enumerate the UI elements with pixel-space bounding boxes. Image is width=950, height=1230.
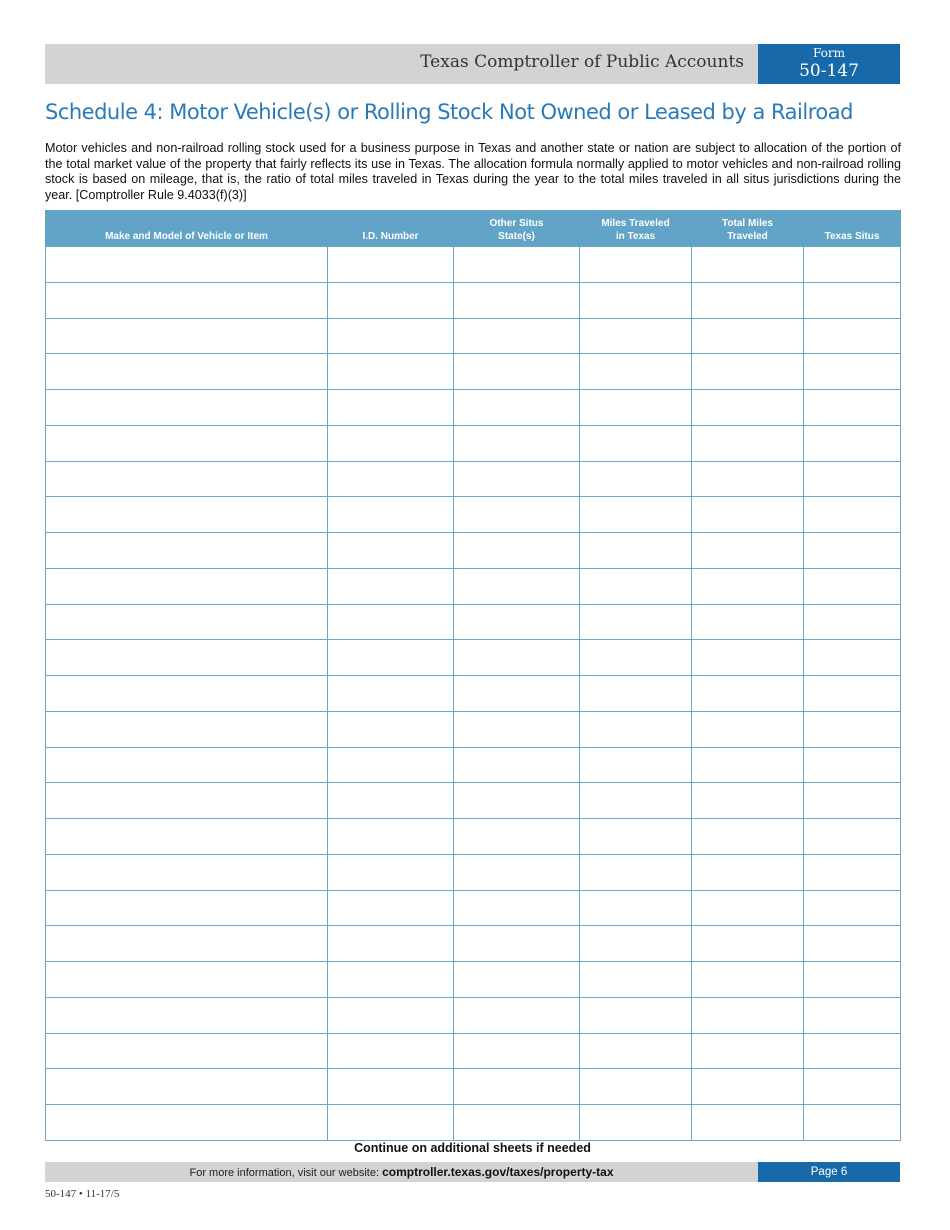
total-miles-field[interactable] [692, 890, 804, 926]
texas-situs-field[interactable] [804, 926, 901, 962]
other-situs-field[interactable] [454, 568, 580, 604]
miles-texas-field[interactable] [580, 568, 692, 604]
id-number-field[interactable] [328, 747, 454, 783]
other-situs-field[interactable] [454, 282, 580, 318]
id-number-field[interactable] [328, 425, 454, 461]
make-model-field[interactable] [46, 783, 328, 819]
other-situs-field[interactable] [454, 747, 580, 783]
make-model-field[interactable] [46, 425, 328, 461]
other-situs-field[interactable] [454, 926, 580, 962]
col-header-make-model: Make and Model of Vehicle or Item [46, 210, 328, 247]
total-miles-field[interactable] [692, 819, 804, 855]
other-situs-field[interactable] [454, 1033, 580, 1069]
table-row [46, 1069, 901, 1105]
footer-band [45, 1162, 758, 1182]
vehicle-schedule-table [45, 210, 901, 1141]
texas-situs-field[interactable] [804, 711, 901, 747]
total-miles-field[interactable] [692, 997, 804, 1033]
total-miles-field[interactable] [692, 461, 804, 497]
table-row [46, 640, 901, 676]
make-model-field[interactable] [46, 640, 328, 676]
table-header-row [46, 210, 901, 247]
other-situs-field[interactable] [454, 962, 580, 998]
id-number-field[interactable] [328, 854, 454, 890]
table-row [46, 676, 901, 712]
miles-texas-field[interactable] [580, 997, 692, 1033]
id-number-field[interactable] [328, 1105, 454, 1141]
total-miles-field[interactable] [692, 318, 804, 354]
texas-situs-field[interactable] [804, 1105, 901, 1141]
texas-situs-field[interactable] [804, 819, 901, 855]
texas-situs-field[interactable] [804, 497, 901, 533]
col-header-id-number: I.D. Number [328, 210, 454, 247]
table-row [46, 962, 901, 998]
id-number-field[interactable] [328, 497, 454, 533]
table-row [46, 711, 901, 747]
id-number-field[interactable] [328, 1069, 454, 1105]
id-number-field[interactable] [328, 282, 454, 318]
miles-texas-field[interactable] [580, 962, 692, 998]
table-row [46, 425, 901, 461]
make-model-field[interactable] [46, 1105, 328, 1141]
id-number-field[interactable] [328, 676, 454, 712]
col-header-texas-situs: Texas Situs [804, 210, 901, 247]
total-miles-field[interactable] [692, 962, 804, 998]
miles-texas-field[interactable] [580, 890, 692, 926]
total-miles-field[interactable] [692, 711, 804, 747]
id-number-field[interactable] [328, 390, 454, 426]
texas-situs-field[interactable] [804, 568, 901, 604]
miles-texas-field[interactable] [580, 354, 692, 390]
miles-texas-field[interactable] [580, 533, 692, 569]
col-header-miles-texas: Miles Traveled in Texas [580, 210, 692, 247]
id-number-field[interactable] [328, 640, 454, 676]
make-model-field[interactable] [46, 711, 328, 747]
table-row [46, 783, 901, 819]
total-miles-field[interactable] [692, 783, 804, 819]
make-model-field[interactable] [46, 747, 328, 783]
texas-situs-field[interactable] [804, 354, 901, 390]
miles-texas-field[interactable] [580, 425, 692, 461]
texas-situs-field[interactable] [804, 783, 901, 819]
miles-texas-field[interactable] [580, 1105, 692, 1141]
make-model-field[interactable] [46, 461, 328, 497]
id-number-field[interactable] [328, 533, 454, 569]
texas-situs-field[interactable] [804, 962, 901, 998]
other-situs-field[interactable] [454, 854, 580, 890]
miles-texas-field[interactable] [580, 497, 692, 533]
website-link[interactable]: comptroller.texas.gov/taxes/property-tax [382, 1165, 614, 1179]
total-miles-field[interactable] [692, 497, 804, 533]
miles-texas-field[interactable] [580, 747, 692, 783]
total-miles-field[interactable] [692, 533, 804, 569]
total-miles-field[interactable] [692, 640, 804, 676]
col-header-other-situs: Other Situs State(s) [454, 210, 580, 247]
miles-texas-field[interactable] [580, 390, 692, 426]
texas-situs-field[interactable] [804, 854, 901, 890]
id-number-field[interactable] [328, 461, 454, 497]
continue-note: Continue on additional sheets if needed [354, 1141, 591, 1155]
make-model-field[interactable] [46, 1069, 328, 1105]
table-row [46, 890, 901, 926]
table-row [46, 390, 901, 426]
footer-info-text: For more information, visit our website: [189, 1167, 380, 1179]
other-situs-field[interactable] [454, 497, 580, 533]
make-model-field[interactable] [46, 962, 328, 998]
make-model-field[interactable] [46, 390, 328, 426]
id-number-field[interactable] [328, 962, 454, 998]
id-number-field[interactable] [328, 318, 454, 354]
make-model-field[interactable] [46, 282, 328, 318]
other-situs-field[interactable] [454, 354, 580, 390]
table-row [46, 318, 901, 354]
make-model-field[interactable] [46, 354, 328, 390]
make-model-field[interactable] [46, 497, 328, 533]
total-miles-field[interactable] [692, 747, 804, 783]
id-number-field[interactable] [328, 819, 454, 855]
table-row [46, 997, 901, 1033]
footer-info [45, 1165, 758, 1179]
table-row [46, 1033, 901, 1069]
id-number-field[interactable] [328, 711, 454, 747]
id-number-field[interactable] [328, 1033, 454, 1069]
form-number-box [758, 44, 900, 84]
texas-situs-field[interactable] [804, 318, 901, 354]
texas-situs-field[interactable] [804, 425, 901, 461]
other-situs-field[interactable] [454, 461, 580, 497]
table-row [46, 497, 901, 533]
miles-texas-field[interactable] [580, 1069, 692, 1105]
total-miles-field[interactable] [692, 425, 804, 461]
miles-texas-field[interactable] [580, 676, 692, 712]
make-model-field[interactable] [46, 568, 328, 604]
make-model-field[interactable] [46, 819, 328, 855]
id-number-field[interactable] [328, 997, 454, 1033]
make-model-field[interactable] [46, 533, 328, 569]
form-number: 50-147 [799, 61, 859, 81]
total-miles-field[interactable] [692, 854, 804, 890]
table-row [46, 819, 901, 855]
texas-situs-field[interactable] [804, 390, 901, 426]
page-number: Page 6 [758, 1162, 900, 1182]
col-header-total-miles: Total Miles Traveled [692, 210, 804, 247]
total-miles-field[interactable] [692, 354, 804, 390]
miles-texas-field[interactable] [580, 926, 692, 962]
texas-situs-field[interactable] [804, 604, 901, 640]
make-model-field[interactable] [46, 890, 328, 926]
make-model-field[interactable] [46, 247, 328, 283]
total-miles-field[interactable] [692, 1069, 804, 1105]
table-row [46, 1105, 901, 1141]
schedule-instructions: Motor vehicles and non-railroad rolling stock used for a business purpose in Texas and another state or nation are subject to allocation of the portion of the total market value of the property that fairly reflects its use in Texas. The allocation formula normally applied to motor vehicles and non-railroad rolling stock is based on mileage, that is, the ratio of total miles traveled in Texas during the year to the total miles traveled in all situs jurisdictions during the year. [Comptroller Rule 9.4033(f)(3)] [45, 141, 901, 202]
total-miles-field[interactable] [692, 282, 804, 318]
id-number-field[interactable] [328, 604, 454, 640]
miles-texas-field[interactable] [580, 854, 692, 890]
form-revision-code: 50-147 • 11-17/5 [45, 1188, 120, 1200]
table-row [46, 926, 901, 962]
header-band [45, 44, 758, 84]
make-model-field[interactable] [46, 318, 328, 354]
other-situs-field[interactable] [454, 890, 580, 926]
total-miles-field[interactable] [692, 390, 804, 426]
other-situs-field[interactable] [454, 1069, 580, 1105]
id-number-field[interactable] [328, 926, 454, 962]
texas-situs-field[interactable] [804, 747, 901, 783]
miles-texas-field[interactable] [580, 318, 692, 354]
miles-texas-field[interactable] [580, 604, 692, 640]
make-model-field[interactable] [46, 854, 328, 890]
miles-texas-field[interactable] [580, 282, 692, 318]
total-miles-field[interactable] [692, 1033, 804, 1069]
id-number-field[interactable] [328, 568, 454, 604]
miles-texas-field[interactable] [580, 1033, 692, 1069]
table-row [46, 854, 901, 890]
texas-situs-field[interactable] [804, 533, 901, 569]
texas-situs-field[interactable] [804, 461, 901, 497]
make-model-field[interactable] [46, 604, 328, 640]
other-situs-field[interactable] [454, 318, 580, 354]
other-situs-field[interactable] [454, 425, 580, 461]
texas-situs-field[interactable] [804, 1033, 901, 1069]
table-body [46, 247, 901, 1141]
total-miles-field[interactable] [692, 926, 804, 962]
other-situs-field[interactable] [454, 1105, 580, 1141]
texas-situs-field[interactable] [804, 247, 901, 283]
other-situs-field[interactable] [454, 604, 580, 640]
total-miles-field[interactable] [692, 604, 804, 640]
miles-texas-field[interactable] [580, 461, 692, 497]
other-situs-field[interactable] [454, 783, 580, 819]
make-model-field[interactable] [46, 676, 328, 712]
other-situs-field[interactable] [454, 676, 580, 712]
texas-situs-field[interactable] [804, 890, 901, 926]
id-number-field[interactable] [328, 247, 454, 283]
miles-texas-field[interactable] [580, 783, 692, 819]
total-miles-field[interactable] [692, 676, 804, 712]
make-model-field[interactable] [46, 926, 328, 962]
table-row [46, 461, 901, 497]
miles-texas-field[interactable] [580, 819, 692, 855]
id-number-field[interactable] [328, 890, 454, 926]
table-row [46, 604, 901, 640]
total-miles-field[interactable] [692, 568, 804, 604]
texas-situs-field[interactable] [804, 997, 901, 1033]
miles-texas-field[interactable] [580, 247, 692, 283]
texas-situs-field[interactable] [804, 640, 901, 676]
other-situs-field[interactable] [454, 819, 580, 855]
other-situs-field[interactable] [454, 390, 580, 426]
texas-situs-field[interactable] [804, 282, 901, 318]
total-miles-field[interactable] [692, 247, 804, 283]
other-situs-field[interactable] [454, 997, 580, 1033]
other-situs-field[interactable] [454, 640, 580, 676]
other-situs-field[interactable] [454, 711, 580, 747]
total-miles-field[interactable] [692, 1105, 804, 1141]
schedule-title: Schedule 4: Motor Vehicle(s) or Rolling Stock Not Owned or Leased by a Railroad [45, 100, 853, 124]
agency-name: Texas Comptroller of Public Accounts [420, 52, 744, 72]
other-situs-field[interactable] [454, 247, 580, 283]
table-row [46, 747, 901, 783]
miles-texas-field[interactable] [580, 711, 692, 747]
texas-situs-field[interactable] [804, 676, 901, 712]
table-row [46, 247, 901, 283]
miles-texas-field[interactable] [580, 640, 692, 676]
table-row [46, 533, 901, 569]
table-row [46, 282, 901, 318]
id-number-field[interactable] [328, 783, 454, 819]
form-label: Form [812, 46, 845, 60]
table-row [46, 354, 901, 390]
other-situs-field[interactable] [454, 533, 580, 569]
id-number-field[interactable] [328, 354, 454, 390]
make-model-field[interactable] [46, 1033, 328, 1069]
make-model-field[interactable] [46, 997, 328, 1033]
texas-situs-field[interactable] [804, 1069, 901, 1105]
table-row [46, 568, 901, 604]
